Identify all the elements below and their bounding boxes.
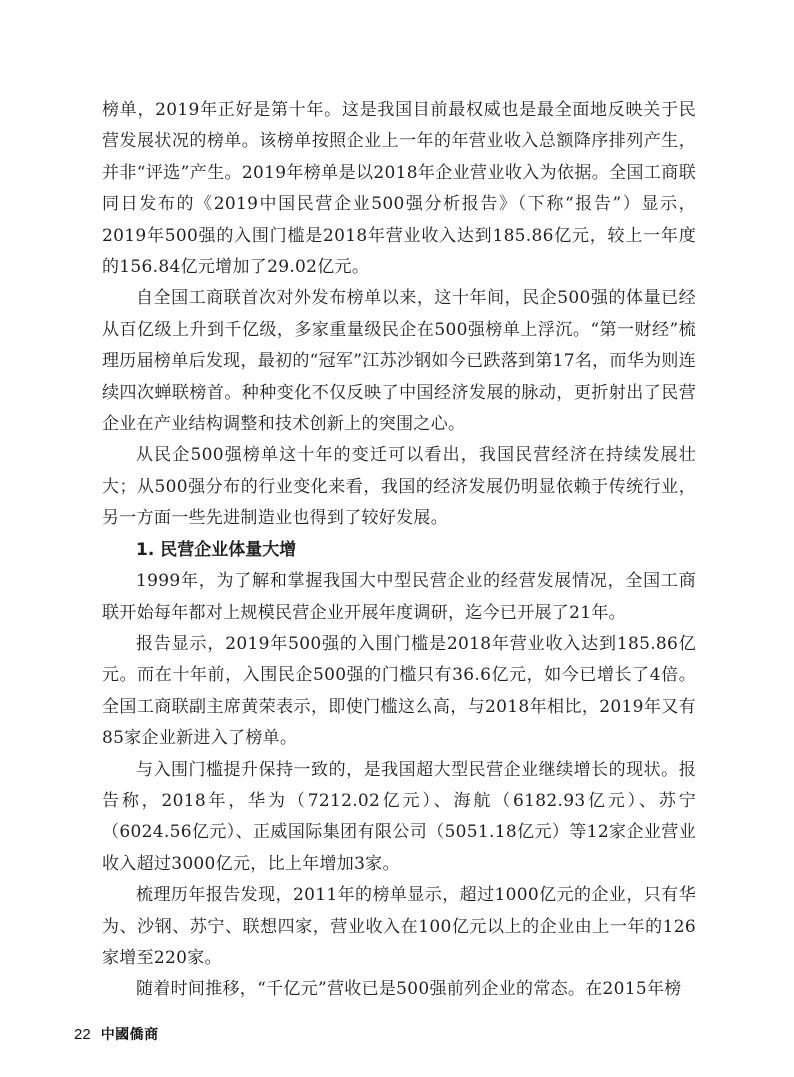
article-body	[102, 95, 696, 1006]
magazine-name: 中國僑商	[100, 1027, 159, 1043]
page-number: 22	[74, 1026, 91, 1043]
paragraph: 梳理历年报告发现，2011年的榜单显示，超过1000亿元的企业，只有华为、沙钢、苏宁、联想四家，营业收入在100亿元以上的企业由上一年的126家增至220家。	[102, 885, 696, 968]
paragraph: 1999年，为了解和掌握我国大中型民营企业的经营发展情况，全国工商联开始每年都对上规模民营企业开展年度调研，迄今已开展了21年。	[102, 571, 696, 623]
paragraph: 与入围门槛提升保持一致的，是我国超大型民营企业继续增长的现状。报告称，2018年，华为（7212.02亿元）、海航（6182.93亿元）、苏宁（6024.56亿元）、正威国际集团有限公司（5051.18亿元）等12家企业营业收入超过3000亿元，比上年增加3家。	[102, 759, 696, 874]
page-footer	[74, 1024, 159, 1044]
paragraph: 报告显示，2019年500强的入围门槛是2018年营业收入达到185.86亿元。而在十年前，入围民企500强的门槛只有36.6亿元，如今已增长了4倍。全国工商联副主席黄荣表示，即使门槛这么高，与2018年相比，2019年又有85家企业新进入了榜单。	[102, 633, 696, 749]
paragraph: 自全国工商联首次对外发布榜单以来，这十年间，民企500强的体量已经从百亿级上升到千亿级，多家重量级民企在500强榜单上浮沉。“第一财经”梳理历届榜单后发现，最初的“冠军”江苏沙钢如今已跌落到第17名，而华为则连续四次蝉联榜首。种种变化不仅反映了中国经济发展的脉动，更折射出了民营企业在产业结构调整和技术创新上的突围之心。	[102, 288, 696, 435]
paragraph: 榜单，2019年正好是第十年。这是我国目前最权威也是最全面地反映关于民营发展状况的榜单。该榜单按照企业上一年的年营业收入总额降序排列产生，并非“评选”产生。2019年榜单是以2018年企业营业收入为依据。全国工商联同日发布的《2019中国民营企业500强分析报告》（下称“报告”）显示，2019年500强的入围门槛是2018年营业收入达到185.86亿元，较上一年度的156.84亿元增加了29.02亿元。	[102, 100, 696, 278]
section-heading: 1. 民营企业体量大增	[136, 539, 297, 560]
paragraph: 随着时间推移，“千亿元”营收已是500强前列企业的常态。在2015年榜	[136, 979, 682, 1000]
paragraph: 从民企500强榜单这十年的变迁可以看出，我国民营经济在持续发展壮大；从500强分布的行业变化来看，我国的经济发展仍明显依赖于传统行业，另一方面一些先进制造业也得到了较好发展。	[102, 445, 696, 529]
